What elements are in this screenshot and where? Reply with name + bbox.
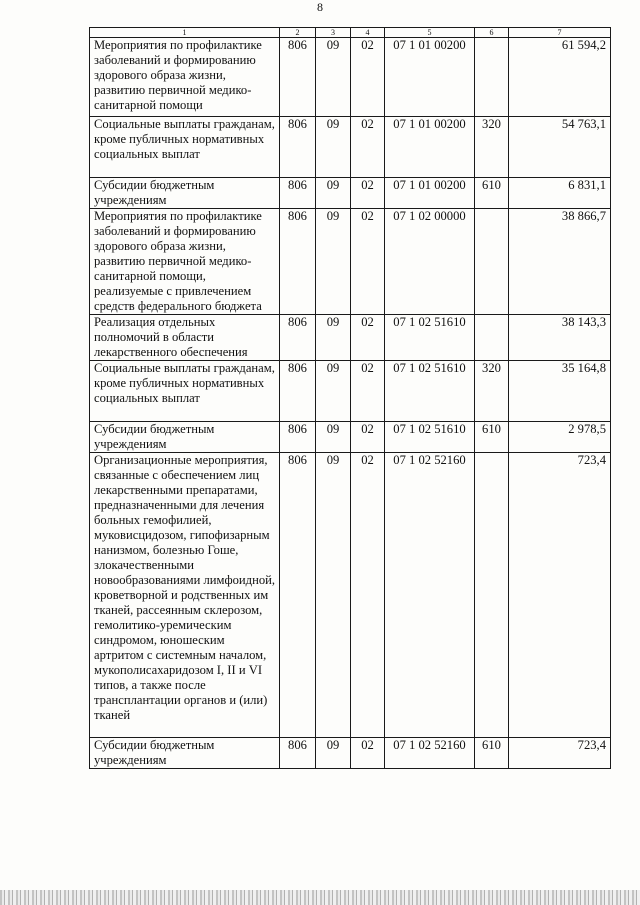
row-section: 09 — [316, 117, 351, 178]
table-row — [90, 453, 611, 738]
row-target: 07 1 01 00200 — [385, 178, 475, 209]
row-name: Субсидии бюджетным учреждениям — [90, 422, 280, 453]
budget-table — [89, 27, 611, 769]
column-header: 4 — [351, 28, 385, 38]
table-row — [90, 738, 611, 769]
row-expense-type — [475, 453, 509, 738]
row-expense-type — [475, 209, 509, 315]
row-expense-type — [475, 38, 509, 117]
table-row — [90, 361, 611, 422]
row-amount: 38 143,3 — [509, 315, 611, 361]
table-row — [90, 315, 611, 361]
row-amount: 6 831,1 — [509, 178, 611, 209]
row-code: 806 — [280, 453, 316, 738]
row-name: Социальные выплаты гражданам, кроме публичных нормативных социальных выплат — [90, 361, 280, 422]
row-expense-type: 320 — [475, 361, 509, 422]
column-header: 6 — [475, 28, 509, 38]
row-section: 09 — [316, 178, 351, 209]
row-target: 07 1 02 51610 — [385, 315, 475, 361]
row-amount: 54 763,1 — [509, 117, 611, 178]
row-subsection: 02 — [351, 117, 385, 178]
column-number-row — [90, 28, 611, 38]
table-row — [90, 209, 611, 315]
row-code: 806 — [280, 738, 316, 769]
row-code: 806 — [280, 315, 316, 361]
row-name: Реализация отдельных полномочий в области лекарственного обеспечения — [90, 315, 280, 361]
row-subsection: 02 — [351, 178, 385, 209]
row-target: 07 1 02 51610 — [385, 361, 475, 422]
row-code: 806 — [280, 209, 316, 315]
row-amount: 723,4 — [509, 738, 611, 769]
row-target: 07 1 01 00200 — [385, 38, 475, 117]
row-amount: 61 594,2 — [509, 38, 611, 117]
column-header: 2 — [280, 28, 316, 38]
row-name: Субсидии бюджетным учреждениям — [90, 738, 280, 769]
row-code: 806 — [280, 422, 316, 453]
column-header: 5 — [385, 28, 475, 38]
row-expense-type: 320 — [475, 117, 509, 178]
row-target: 07 1 02 52160 — [385, 738, 475, 769]
row-subsection: 02 — [351, 422, 385, 453]
row-target: 07 1 01 00200 — [385, 117, 475, 178]
row-subsection: 02 — [351, 361, 385, 422]
row-amount: 35 164,8 — [509, 361, 611, 422]
row-expense-type: 610 — [475, 738, 509, 769]
row-code: 806 — [280, 38, 316, 117]
row-subsection: 02 — [351, 209, 385, 315]
row-name: Социальные выплаты гражданам, кроме публичных нормативных социальных выплат — [90, 117, 280, 178]
row-code: 806 — [280, 361, 316, 422]
table-row — [90, 117, 611, 178]
row-amount: 2 978,5 — [509, 422, 611, 453]
row-section: 09 — [316, 361, 351, 422]
column-header: 3 — [316, 28, 351, 38]
scan-edge-noise — [0, 890, 640, 905]
page-number: 8 — [317, 0, 323, 14]
row-name: Мероприятия по профилактике заболеваний и формированию здорового образа жизни, развитию первичной медико-санитарной помощи — [90, 38, 280, 117]
row-code: 806 — [280, 178, 316, 209]
row-section: 09 — [316, 738, 351, 769]
row-amount: 723,4 — [509, 453, 611, 738]
row-subsection: 02 — [351, 453, 385, 738]
row-target: 07 1 02 52160 — [385, 453, 475, 738]
row-code: 806 — [280, 117, 316, 178]
column-header: 1 — [90, 28, 280, 38]
row-subsection: 02 — [351, 315, 385, 361]
row-name: Мероприятия по профилактике заболеваний и формированию здорового образа жизни, развитию первичной медико-санитарной помощи, реализуемые с привлечением средств федерального бюджета — [90, 209, 280, 315]
row-section: 09 — [316, 38, 351, 117]
row-name: Организационные мероприятия, связанные с обеспечением лиц лекарственными препаратами, предназначенными для лечения больных гемофилией, муковисцидозом, гипофизарным нанизмом, болезнью Гоше, злокачественными новообразованиями лимфоидной, кроветворной и родственных им тканей, рассеянным склерозом, гемолитико-уремическим синдромом, юношеским артритом с системным началом, мукополисахаридозом I, II и VI типов, а также после трансплантации органов и (или) тканей — [90, 453, 280, 738]
row-section: 09 — [316, 422, 351, 453]
row-name: Субсидии бюджетным учреждениям — [90, 178, 280, 209]
row-target: 07 1 02 51610 — [385, 422, 475, 453]
table-row — [90, 38, 611, 117]
row-section: 09 — [316, 315, 351, 361]
row-expense-type: 610 — [475, 178, 509, 209]
row-section: 09 — [316, 209, 351, 315]
row-expense-type — [475, 315, 509, 361]
row-target: 07 1 02 00000 — [385, 209, 475, 315]
row-expense-type: 610 — [475, 422, 509, 453]
row-subsection: 02 — [351, 38, 385, 117]
row-section: 09 — [316, 453, 351, 738]
column-header: 7 — [509, 28, 611, 38]
row-amount: 38 866,7 — [509, 209, 611, 315]
table-row — [90, 422, 611, 453]
table-row — [90, 178, 611, 209]
row-subsection: 02 — [351, 738, 385, 769]
